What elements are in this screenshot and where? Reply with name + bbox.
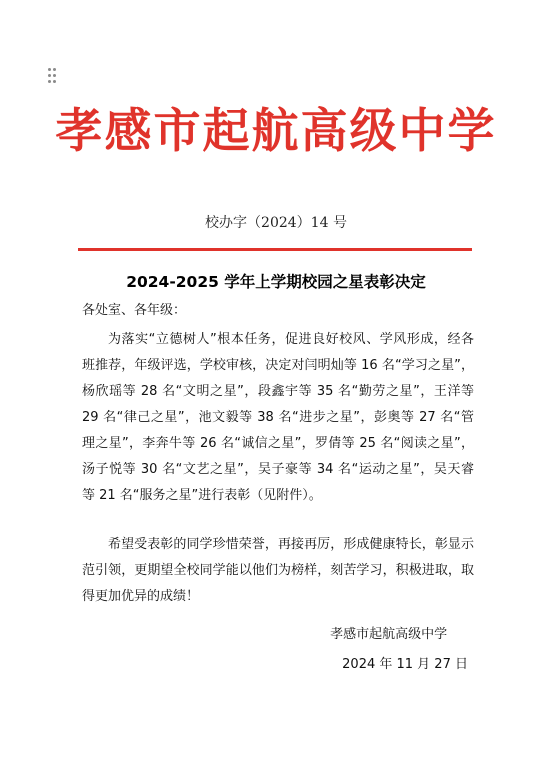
document-number: 校办字（2024）14 号 [205,215,347,231]
body-paragraph-1 [82,327,474,509]
salutation: 各处室、各年级： [82,303,187,318]
paragraph-line: 为落实“立德树人”根本任务，促进良好校风、学风形成，经各 [108,332,474,347]
signature-organization: 孝感市起航高级中学 [330,627,448,642]
paragraph-line: 29 名“律己之星”，池文毅等 38 名“进步之星”，彭奥等 27 名“管 [82,410,474,425]
paragraph-line: 汤子悦等 30 名“文艺之星”，吴子豪等 34 名“运动之星”，吴天睿 [82,462,474,477]
paragraph-line: 班推荐，年级评选，学校审核，决定对闫明灿等 16 名“学习之星”， [82,358,474,373]
paragraph-line: 得更加优异的成绩！ [82,589,200,604]
paragraph-line: 希望受表彰的同学珍惜荣誉，再接再厉，形成健康特长，彰显示 [108,537,474,552]
paragraph-line: 范引领，更期望全校同学能以他们为榜样，刻苦学习，积极进取，取 [82,563,474,578]
paragraph-line: 理之星”，李奔牛等 26 名“诚信之星”，罗倩等 25 名“阅读之星”， [82,436,474,451]
document-title: 2024-2025 学年上学期校园之星表彰决定 [126,273,426,291]
drag-handle-icon[interactable] [46,66,58,86]
signature-block [330,620,468,680]
body-paragraph-2 [82,532,474,610]
signature-date: 2024 年 11 月 27 日 [342,657,468,672]
red-divider-rule [78,248,472,251]
paragraph-line: 杨欣瑶等 28 名“文明之星”，段鑫宇等 35 名“勤劳之星”，王洋等 [82,384,474,399]
letterhead-school-name: 孝感市起航高级中学 [55,104,497,159]
paragraph-line: 等 21 名“服务之星”进行表彰（见附件）。 [82,488,322,503]
